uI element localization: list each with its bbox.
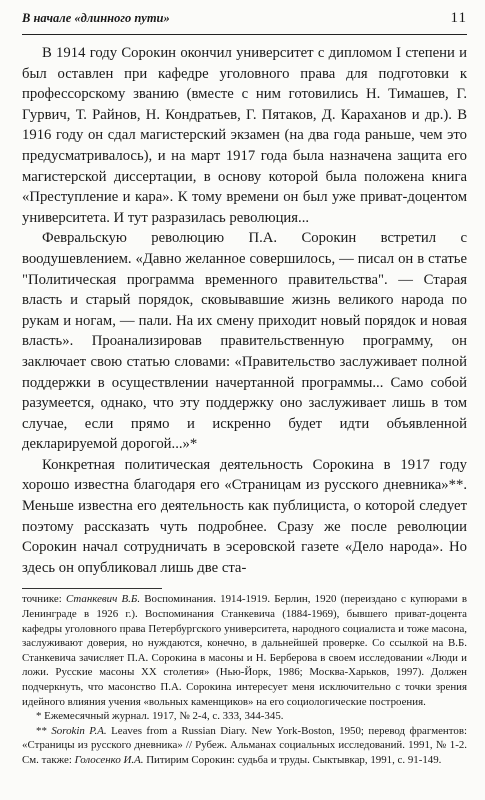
- paragraph: Февральскую революцию П.А. Сорокин встретил с воодушевлением. «Давно желанное совершилось, — писал он в статье "Политическая программа временного правительства". — Старая власть и старый порядок, сковывавшие жизнь великого народа по рукам и ногам, — пали. На их смену приходит новый порядок и новая власть». Проанализировав правительственную программу, он заключает свою статью словами: «Правительство заслуживает полной поддержки в осуществлении начертанной программы... Само собой разумеется, однако, что эту поддержку оно заслуживает лишь в том случае, если прямо и искренно будет идти объявленной декларируемой дорогой...»*: [22, 230, 467, 453]
- footnote-continuation: точнике: Станкевич В.Б. Воспоминания. 1914-1919. Берлин, 1920 (переиздано с купюрами в Ленинграде в 1926 г.). Воспоминания Станкевича (1884-1969), бывшего приват-доцента кафедры уголовного права Петербургского университета, народного социалиста и тоже масона, заслуживают доверия, но нуждаются, конечно, в дальнейшей проверке. Со ссылкой на В.Б. Станкевича зачисляет П.А. Сорокина в масоны и Н. Берберова в своем исследовании «Люди и ложи. Русские масоны XX столетия» (Нью-Йорк, 1986; Москва-Харьков, 1997). Должен подчеркнуть, что масонство П.А. Сорокина интересует меня исключительно с точки зрения идейного влияния учения «вольных каменщиков» на его социологические построения.: [22, 593, 467, 708]
- footnote-2: ** Sorokin P.A. Leaves from a Russian Diary. New York-Boston, 1950; перевод фрагментов: «Страницы из русского дневника» // Рубеж. Альманах социальных исследований. 1991, № 1-2. См. также: Голосенко И.А. Питирим Сорокин: судьба и труды. Сыктывкар, 1991, с. 91-149.: [22, 724, 467, 766]
- footnote-rule: [22, 588, 162, 589]
- paragraph: Конкретная политическая деятельность Сорокина в 1917 году хорошо известна благодаря его «Страницам из русского дневника»**. Меньше известна его деятельность как публициста, о которой следует поэтому рассказать чуть подробнее. Сразу же после революции Сорокин начал сотрудничать в эсеровской газете «Дело народа». Но здесь он опубликовал лишь две ста-: [22, 456, 467, 576]
- page-number: 11: [450, 10, 467, 26]
- footnote-1: * Ежемесячный журнал. 1917, № 2-4, с. 333, 344-345.: [36, 710, 284, 723]
- page-header: [22, 10, 467, 35]
- paragraph: В 1914 году Сорокин окончил университет с дипломом I степени и был оставлен при кафедре уголовного права для подготовки к профессорскому званию (вместе с ним готовились Н. Тимашев, Г. Гурвич, Т. Райнов, Н. Кондратьев, Г. Пятаков, Д. Караханов и др.). В 1916 году он сдал магистерский экзамен (на два года раньше, чем это предусматривалось), и на март 1917 года была назначена защита его магистерской диссертации, в основу которой была положена книга «Преступление и кара». К тому времени он был уже приват-доцентом университета. И тут разразилась революция...: [22, 45, 467, 226]
- main-text: [22, 43, 467, 578]
- footnotes: [22, 588, 467, 767]
- running-title: В начале «длинного пути»: [22, 11, 170, 25]
